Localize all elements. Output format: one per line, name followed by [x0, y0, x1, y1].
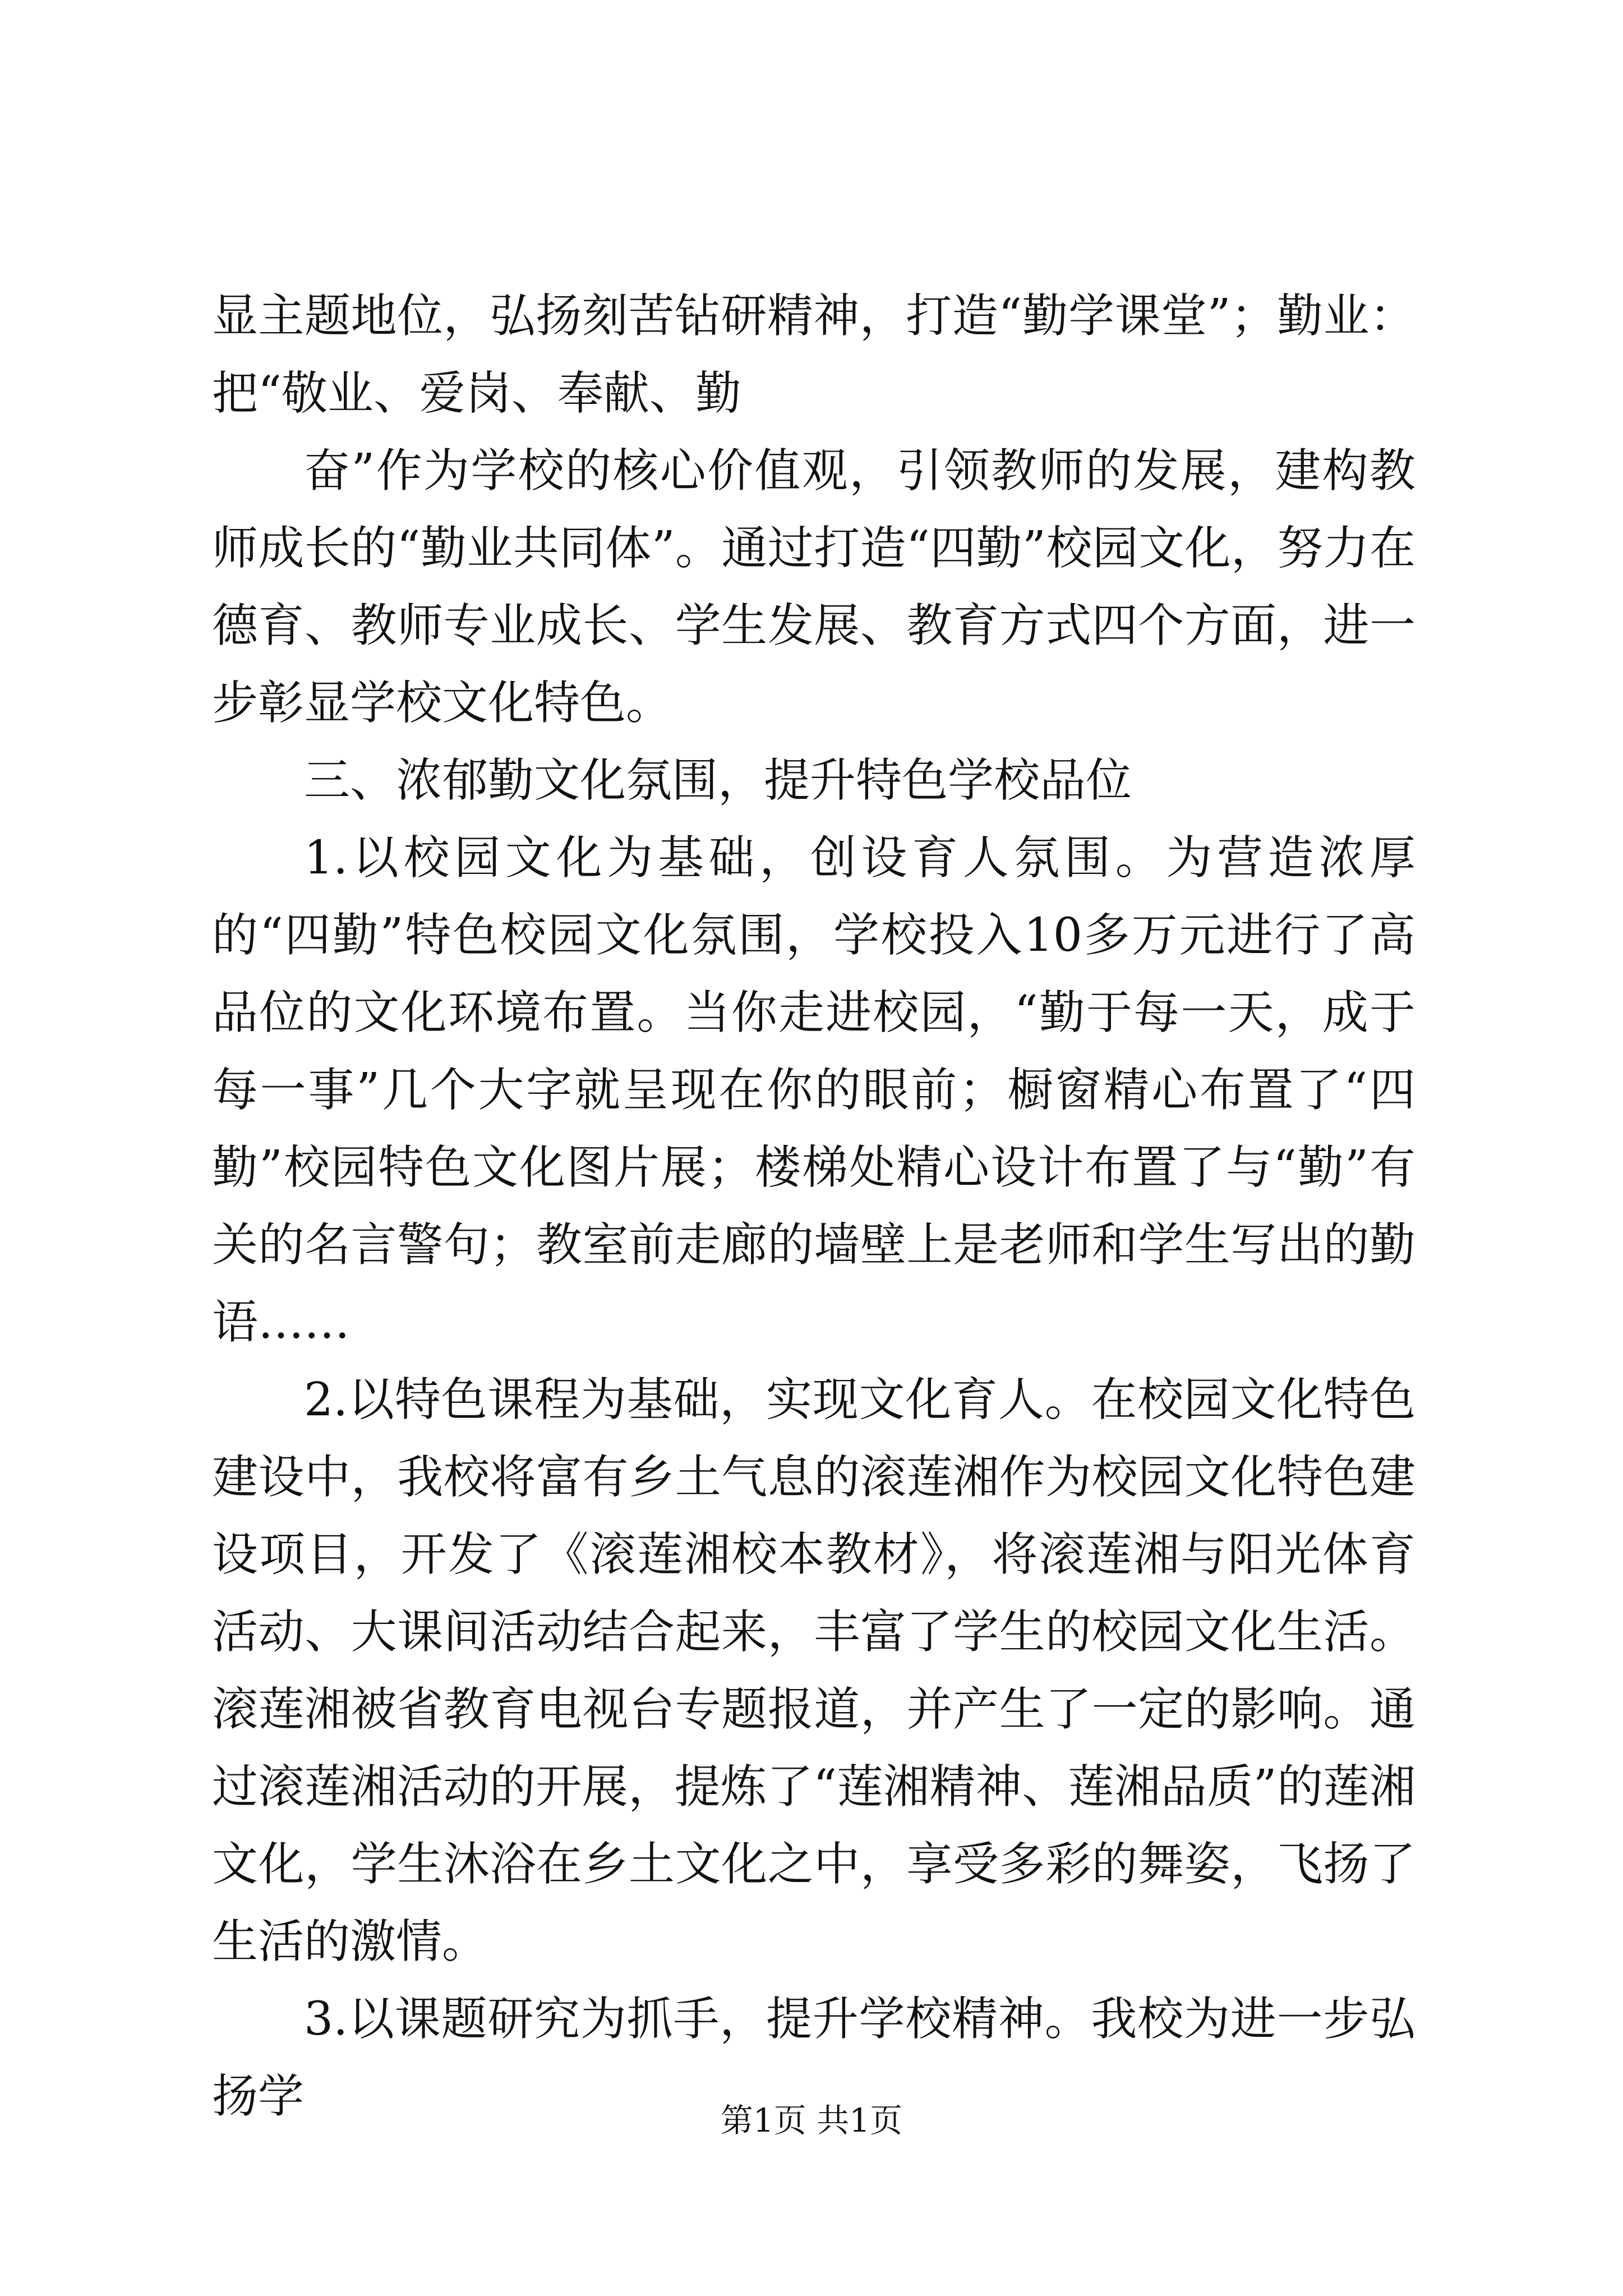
paragraph-2: 奋”作为学校的核心价值观，引领教师的发展，建构教师成长的“勤业共同体”。通过打造“四勤”校园文化，努力在德育、教师专业成长、学生发展、教育方式四个方面，进一步彰显学校文化特色。: [212, 444, 1415, 730]
page-footer: [0, 2101, 1623, 2140]
section-heading: 三、浓郁勤文化氛围，提升特色学校品位: [304, 754, 1132, 807]
paragraph-3: 1.以校园文化为基础，创设育人氛围。为营造浓厚的“四勤”特色校园文化氛围，学校投入10多万元进行了高品位的文化环境布置。当你走进校园，“勤于每一天，成于每一事”几个大字就呈现在你的眼前；橱窗精心布置了“四勤”校园特色文化图片展；楼梯处精心设计布置了与“勤”有关的名言警句；教室前走廊的墙壁上是老师和学生写出的勤语……: [212, 831, 1415, 1349]
paragraph-5: 3.以课题研究为抓手，提升学校精神。我校为进一步弘扬学: [212, 1993, 1415, 2123]
document-body: [212, 278, 1415, 2136]
paragraph-4: 2.以特色课程为基础，实现文化育人。在校园文化特色建设中，我校将富有乡土气息的滚莲湘作为校园文化特色建设项目，开发了《滚莲湘校本教材》，将滚莲湘与阳光体育活动、大课间活动结合起来，丰富了学生的校园文化生活。滚莲湘被省教育电视台专题报道，并产生了一定的影响。通过滚莲湘活动的开展，提炼了“莲湘精神、莲湘品质”的莲湘文化，学生沐浴在乡土文化之中，享受多彩的舞姿，飞扬了生活的激情。: [212, 1373, 1415, 1968]
paragraph-1: 显主题地位，弘扬刻苦钻研精神，打造“勤学课堂”；勤业：把“敬业、爱岗、奉献、勤: [212, 289, 1415, 420]
page-number-label: 第1页 共1页: [720, 2101, 903, 2139]
